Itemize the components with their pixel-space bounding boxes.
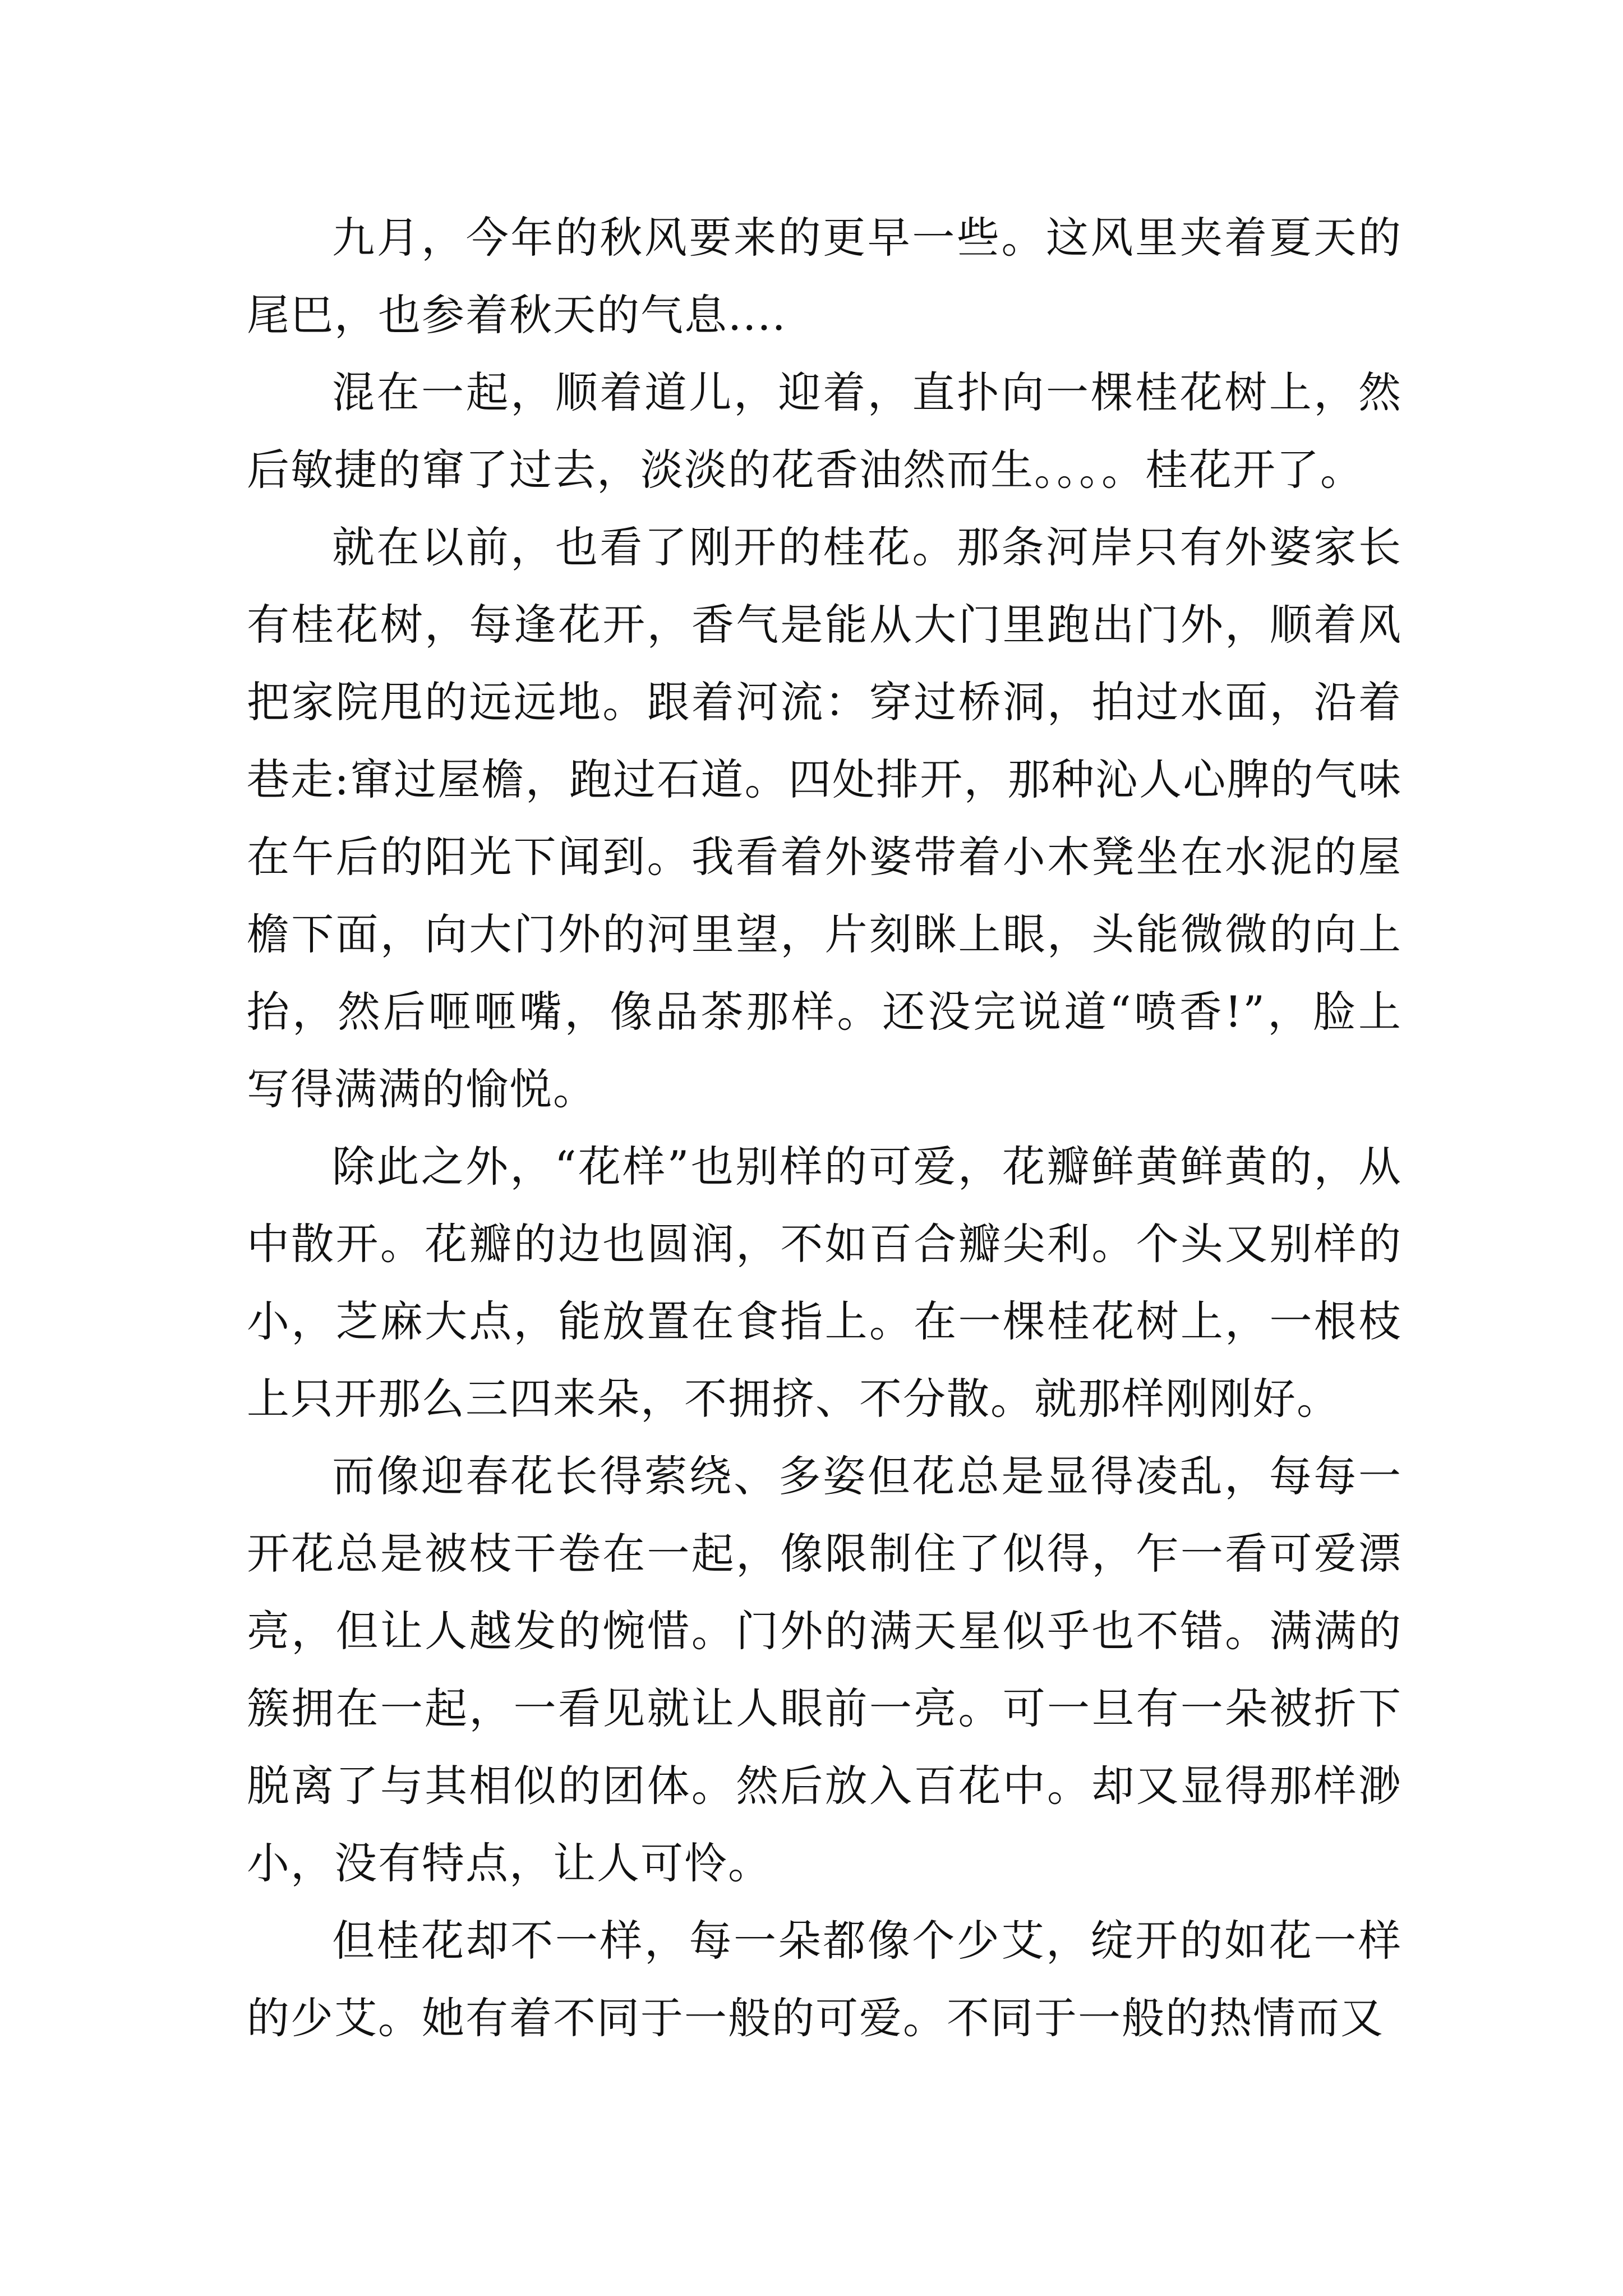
paragraph: 而像迎春花长得萦绕、多姿但花总是显得凌乱，每每一开花总是被枝干卷在一起，像限制住了似得，乍一看可爱漂亮，但让人越发的惋惜。门外的满天星似乎也不错。满满的簇拥在一起，一看见就让人眼前一亮。可一旦有一朵被折下脱离了与其相似的团体。然后放入百花中。却又显得那样渺小，没有特点，让人可怜。 [247, 1451, 1402, 1888]
paragraph: 但桂花却不一样，每一朵都像个少艾，绽开的如花一样的少艾。她有着不同于一般的可爱。不同于一般的热情而又 [247, 1916, 1402, 2043]
paragraph: 混在一起，顺着道儿，迎着，直扑向一棵桂花树上，然后敏捷的窜了过去，淡淡的花香油然而生。。。。桂花开了。 [247, 367, 1402, 495]
essay-body [247, 199, 1402, 2057]
paragraph: 除此之外，“花样”也别样的可爱，花瓣鲜黄鲜黄的，从中散开。花瓣的边也圆润，不如百合瓣尖利。个头又别样的小，芝麻大点，能放置在食指上。在一棵桂花树上，一根枝上只开那么三四来朵，不拥挤、不分散。就那样刚刚好。 [247, 1142, 1402, 1424]
paragraph: 九月，今年的秋风要来的更早一些。这风里夹着夏天的尾巴，也参着秋天的气息.... [247, 213, 1402, 340]
paragraph: 就在以前，也看了刚开的桂花。那条河岸只有外婆家长有桂花树，每逢花开，香气是能从大门里跑出门外，顺着风把家院甩的远远地。跟着河流：穿过桥洞，拍过水面，沿着巷走:窜过屋檐，跑过石道。四处排开，那种沁人心脾的气味在午后的阳光下闻到。我看着外婆带着小木凳坐在水泥的屋檐下面，向大门外的河里望，片刻眯上眼，头能微微的向上抬，然后咂咂嘴，像品茶那样。还没完说道“喷香!”，脸上写得满满的愉悦。 [247, 522, 1402, 1114]
